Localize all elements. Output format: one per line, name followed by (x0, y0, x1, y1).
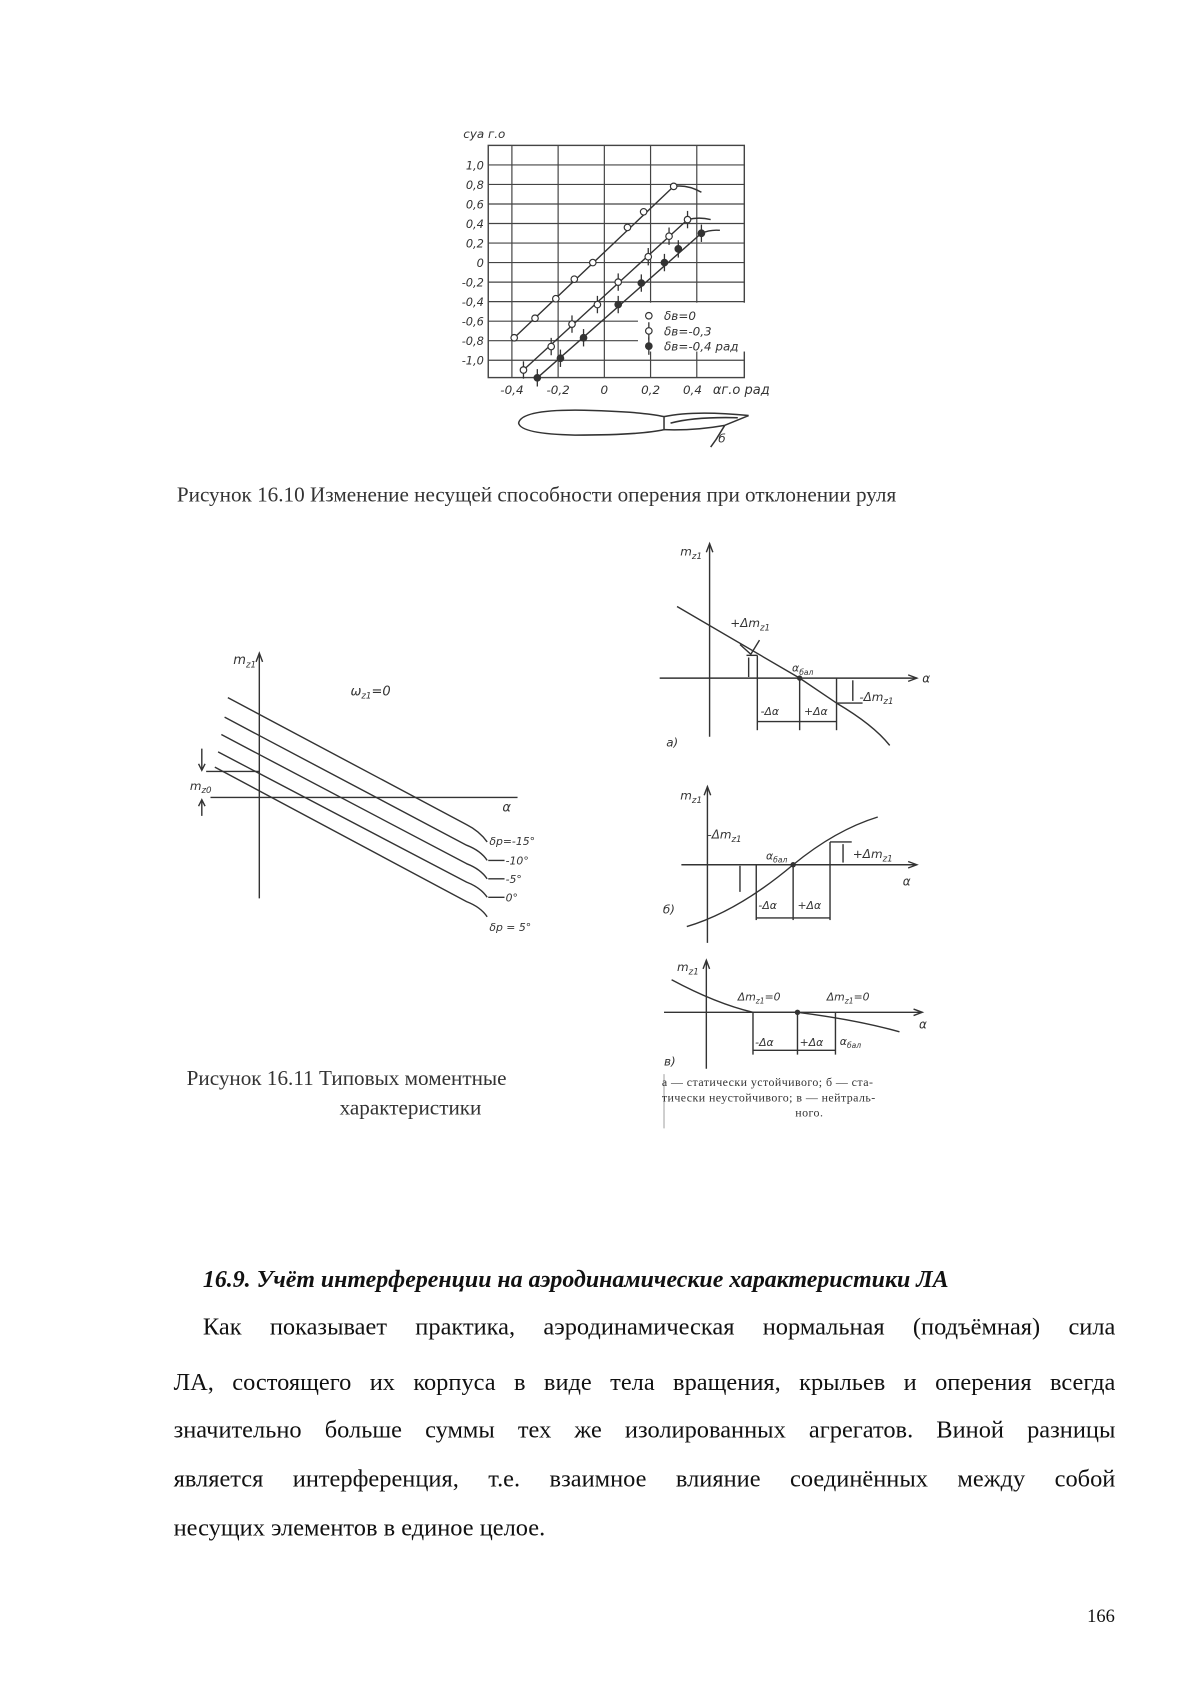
legend-entry: δв=-0,3 (664, 324, 712, 338)
chart-series (511, 183, 720, 386)
lift-chart (434, 109, 792, 456)
data-point (624, 224, 631, 231)
v-plus-dalpha: +Δα (800, 1036, 824, 1049)
y-tick-label: -0,4 (462, 295, 484, 309)
curve-label: δр=-15° (489, 835, 535, 848)
a-minus-dalpha: -Δα (761, 705, 779, 718)
section-heading: 16.9. Учёт интерференции на аэродинамические характеристики ЛА (203, 1265, 949, 1293)
a-alpha-bal-label: αбал (792, 662, 813, 677)
x-axis-label: α (502, 801, 511, 816)
stability-legend-line: тически неустойчивого; в — нейтраль- (662, 1092, 876, 1105)
y-axis-label: cya г.о (463, 127, 505, 141)
b-dm-minus-label: -Δmz1 (707, 828, 741, 845)
v-dm-zero-label: Δmz1=0 (737, 990, 781, 1005)
y-tick-label: 1,0 (466, 158, 484, 172)
v-minus-dalpha: -Δα (755, 1036, 773, 1049)
data-point (661, 259, 668, 266)
y-tick-label: 0,4 (466, 217, 484, 231)
data-point (520, 367, 527, 374)
b-dm-plus-label: +Δmz1 (853, 847, 893, 864)
data-point (557, 355, 564, 362)
a-x-axis-label: α (922, 671, 930, 685)
b-plus-dalpha: +Δα (797, 899, 821, 912)
a-y-axis-label: mz1 (680, 545, 702, 562)
x-tick-label: -0,4 (500, 383, 523, 397)
b-x-axis-label: α (903, 874, 911, 888)
data-point (666, 233, 673, 240)
legend-marker (646, 343, 653, 350)
paragraph-line: Как показывает практика, аэродинамическая нормальная (подъёмная) сила (174, 1313, 1116, 1341)
y-tick-label: -0,8 (462, 334, 484, 348)
m-z0-label: mz0 (190, 779, 212, 796)
x-tick-label: 0 (601, 383, 609, 397)
data-point (698, 230, 705, 237)
page-number: 166 (1087, 1606, 1115, 1628)
curve-dp-minus10 (225, 717, 488, 860)
data-point (638, 280, 645, 287)
v-alpha-bal-label: αбал (840, 1035, 861, 1050)
curve-label: -10° (506, 855, 529, 868)
paragraph-line: значительно больше суммы тех же изолированных агрегатов. Виной разницы (174, 1416, 1116, 1444)
curve-label: 0° (506, 892, 518, 905)
y-tick-label: -0,2 (462, 275, 484, 289)
data-point (590, 259, 597, 266)
a-label: а) (666, 735, 678, 749)
x-tick-label: 0,4 (683, 383, 702, 397)
curve-dp-0 (218, 752, 487, 897)
a-dm-plus-label: +Δmz1 (730, 616, 770, 633)
v-label: в) (664, 1054, 676, 1068)
curve-dp-minus15 (228, 698, 487, 842)
airfoil-icon (519, 410, 749, 447)
curve-label: δр = 5° (489, 921, 531, 934)
b-label: б) (663, 903, 675, 917)
figure-16-10-caption: Рисунок 16.10 Изменение несущей способности оперения при отклонении руля (177, 484, 896, 508)
x-tick-label: -0,2 (546, 383, 569, 397)
moment-characteristics-diagram (184, 640, 542, 966)
data-point (534, 375, 541, 382)
stability-diagrams (651, 532, 977, 1140)
paragraph-line: несущих элементов в единое целое. (174, 1514, 1116, 1542)
paragraph-line: является интерференция, т.е. взаимное влияние соединённых между собой (174, 1465, 1116, 1493)
y-tick-label: 0,6 (466, 197, 484, 211)
figure-16-11-caption-line2: характеристики (340, 1097, 482, 1121)
data-point (511, 335, 518, 342)
data-point (684, 216, 691, 223)
data-point (615, 301, 622, 308)
data-point (640, 209, 647, 216)
stability-legend-line: а — статически устойчивого; б — ста- (662, 1076, 874, 1089)
data-point (553, 295, 560, 302)
data-point (532, 315, 539, 322)
curve-dp-minus5 (221, 735, 487, 879)
x-axis-label: αг.о рад (713, 383, 770, 398)
y-tick-label: -1,0 (462, 354, 484, 368)
curve-label: -5° (506, 873, 522, 886)
data-point (670, 183, 677, 190)
legend-entry: δв=0 (664, 309, 696, 323)
x-tick-label: 0,2 (641, 383, 660, 397)
figure-16-11-caption-line1: Рисунок 16.11 Типовых моментные (187, 1068, 507, 1092)
a-plus-dalpha: +Δα (804, 705, 828, 718)
data-point (580, 335, 587, 342)
legend-marker (646, 312, 653, 319)
v-x-axis-label: α (919, 1018, 927, 1032)
omega-label: ωz1=0 (350, 684, 390, 701)
data-point (675, 246, 682, 253)
b-minus-dalpha: -Δα (758, 899, 776, 912)
data-point (571, 276, 578, 283)
b-alpha-bal-label: αбал (766, 849, 787, 864)
b-y-axis-label: mz1 (680, 789, 702, 806)
curve-dp-5 (215, 767, 487, 917)
legend-marker (646, 328, 653, 335)
data-point (594, 301, 601, 308)
stability-legend-line: ного. (795, 1107, 823, 1120)
v-y-axis-label: mz1 (677, 960, 699, 977)
y-axis-label: mz1 (233, 653, 256, 670)
paragraph-line: ЛА, состоящего их корпуса в виде тела вращения, крыльев и оперения всегда (174, 1368, 1116, 1396)
data-point (569, 321, 576, 328)
y-tick-label: 0,8 (466, 178, 484, 192)
airfoil-label: б (718, 432, 725, 446)
data-point (548, 343, 555, 350)
y-tick-label: 0 (477, 256, 484, 270)
document-page (0, 0, 1200, 1697)
data-point (645, 253, 652, 260)
v-dm-zero-label: Δmz1=0 (826, 990, 870, 1005)
data-point (615, 279, 622, 286)
a-dm-minus-label: -Δmz1 (859, 690, 893, 707)
y-tick-label: -0,6 (462, 314, 484, 328)
y-tick-label: 0,2 (466, 236, 484, 250)
legend-entry: δв=-0,4 рад (664, 339, 738, 353)
